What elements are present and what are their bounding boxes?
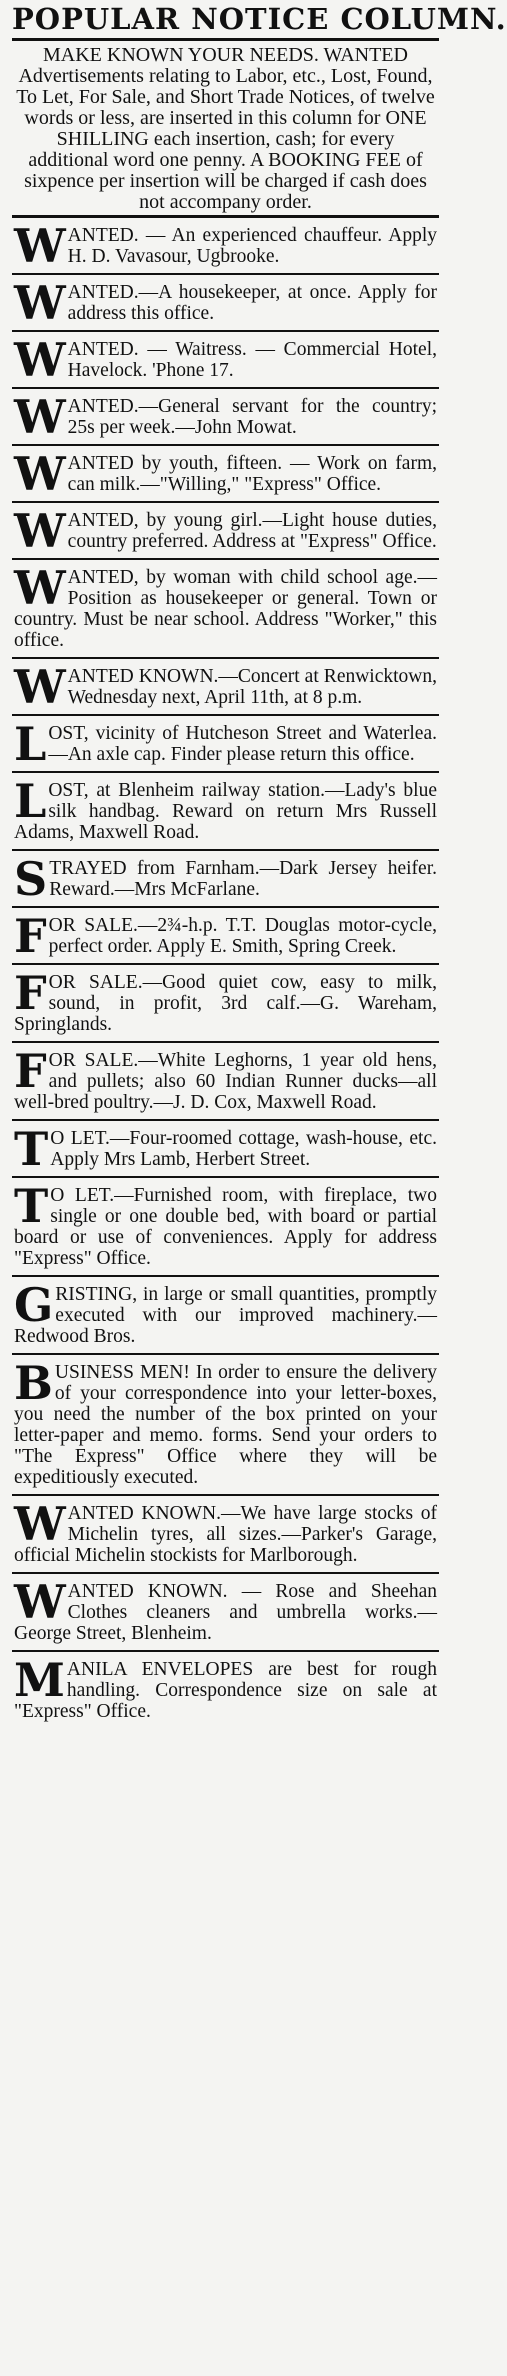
classified-ad <box>12 1575 439 1648</box>
classified-ad <box>12 966 439 1039</box>
ad-drop-initial: B <box>14 1356 53 1410</box>
ad-drop-initial: W <box>14 390 66 444</box>
classified-ad <box>12 1179 439 1273</box>
ad-text: ANTED.—A housekeeper, at once. Apply for address this office. <box>67 282 437 324</box>
ad-drop-initial: W <box>14 219 66 273</box>
divider <box>12 1119 439 1121</box>
classified-ad <box>12 660 439 714</box>
ad-text: ANTED KNOWN. — Rose and Sheehan Clothes cleaners and umbrella works.—George Street, Blenheim. <box>14 1581 437 1644</box>
classified-ad <box>12 561 439 655</box>
divider <box>12 444 439 446</box>
ad-text: TRAYED from Farnham.—Dark Jersey heifer. Reward.—Mrs McFarlane. <box>49 858 437 900</box>
ad-drop-initial: W <box>14 1497 66 1551</box>
divider <box>12 501 439 503</box>
divider <box>12 1176 439 1178</box>
classified-ad <box>12 447 439 501</box>
divider <box>12 1494 439 1496</box>
divider <box>12 771 439 773</box>
divider <box>12 387 439 389</box>
classified-ad <box>12 774 439 847</box>
ads-list <box>12 219 439 1726</box>
ad-drop-initial: W <box>14 660 66 714</box>
classified-ad <box>12 390 439 444</box>
ad-text: ANTED KNOWN.—Concert at Renwicktown, Wednesday next, April 11th, at 8 p.m. <box>67 666 437 708</box>
ad-text: OR SALE.—Good quiet cow, easy to milk, sound, in profit, 3rd calf.—G. Wareham, Springlands. <box>14 972 437 1035</box>
classified-ad <box>12 1356 439 1492</box>
classified-ad <box>12 909 439 963</box>
ad-text: ANTED. — An experienced chauffeur. Apply H. D. Vavasour, Ugbrooke. <box>67 225 437 267</box>
ad-text: ANTED by youth, fifteen. — Work on farm, can milk.—"Willing," "Express" Office. <box>67 453 437 495</box>
ad-text: ANTED KNOWN.—We have large stocks of Michelin tyres, all sizes.—Parker's Garage, official Michelin stockists for Marlborough. <box>14 1503 437 1566</box>
ad-drop-initial: G <box>14 1278 54 1332</box>
ad-text: ANTED, by woman with child school age.—Position as housekeeper or general. Town or country. Must be near school. Address "Worker," this office. <box>14 567 437 651</box>
ad-text: O LET.—Furnished room, with fireplace, two single or one double bed, with board or partial board or use of conveniences. Apply for address "Express" Office. <box>14 1185 437 1269</box>
ad-drop-initial: W <box>14 561 66 615</box>
ad-drop-initial: W <box>14 504 66 558</box>
divider <box>12 714 439 716</box>
ad-text: OR SALE.—2¾-h.p. T.T. Douglas motor-cycle, perfect order. Apply E. Smith, Spring Creek. <box>48 915 437 957</box>
divider <box>12 215 439 218</box>
classified-ad <box>12 1044 439 1117</box>
ad-drop-initial: S <box>14 852 48 906</box>
ad-text: USINESS MEN! In order to ensure the delivery of your correspondence into your letter-boxes, you need the number of the box printed on your letter-paper and memo. forms. Send your orders to "The Express" Office where they will be expeditiously executed. <box>14 1362 437 1488</box>
ad-drop-initial: W <box>14 1575 66 1629</box>
ad-text: OST, vicinity of Hutcheson Street and Waterlea.—An axle cap. Finder please return this office. <box>48 723 437 765</box>
divider <box>12 1572 439 1574</box>
ad-text: O LET.—Four-roomed cottage, wash-house, etc. Apply Mrs Lamb, Herbert Street. <box>50 1128 437 1170</box>
divider <box>12 1353 439 1355</box>
ad-text: OR SALE.—White Leghorns, 1 year old hens, and pullets; also 60 Indian Runner ducks—all well-bred poultry.—J. D. Cox, Maxwell Road. <box>14 1050 437 1113</box>
classified-ad <box>12 1497 439 1570</box>
classified-ad <box>12 1122 439 1176</box>
ad-drop-initial: F <box>14 966 47 1020</box>
classified-ad <box>12 219 439 273</box>
ad-text: ANTED. — Waitress. — Commercial Hotel, Havelock. 'Phone 17. <box>67 339 437 381</box>
notice-column <box>12 0 507 1726</box>
column-title: POPULAR NOTICE COLUMN. <box>12 2 507 36</box>
classified-ad <box>12 276 439 330</box>
ad-drop-initial: M <box>14 1653 65 1707</box>
divider <box>12 1041 439 1043</box>
ad-text: ANTED.—General servant for the country; 25s per week.—John Mowat. <box>67 396 437 438</box>
ad-drop-initial: F <box>14 1044 47 1098</box>
classified-ad <box>12 717 439 771</box>
divider <box>12 906 439 908</box>
ad-text: RISTING, in large or small quantities, promptly executed with our improved machinery.—Redwood Bros. <box>14 1284 437 1347</box>
divider <box>12 1650 439 1652</box>
ad-drop-initial: W <box>14 447 66 501</box>
ad-drop-initial: W <box>14 333 66 387</box>
ad-text: ANTED, by young girl.—Light house duties, country preferred. Address at "Express" Office. <box>67 510 437 552</box>
divider <box>12 558 439 560</box>
classified-ad <box>12 1278 439 1351</box>
divider <box>12 38 439 41</box>
divider <box>12 330 439 332</box>
ad-drop-initial: L <box>14 774 47 828</box>
divider <box>12 849 439 851</box>
ad-drop-initial: W <box>14 276 66 330</box>
classified-ad <box>12 333 439 387</box>
classified-ad <box>12 852 439 906</box>
ad-text: OST, at Blenheim railway station.—Lady's blue silk handbag. Reward on return Mrs Russell Adams, Maxwell Road. <box>14 780 437 843</box>
classified-ad <box>12 504 439 558</box>
ad-drop-initial: F <box>14 909 47 963</box>
divider <box>12 963 439 965</box>
ad-drop-initial: T <box>14 1179 49 1233</box>
ad-drop-initial: L <box>14 717 47 771</box>
ad-drop-initial: T <box>14 1122 49 1176</box>
ad-text: ANILA ENVELOPES are best for rough handling. Correspondence size on sale at "Express" Office. <box>14 1659 437 1722</box>
divider <box>12 657 439 659</box>
classified-ad <box>12 1653 439 1726</box>
divider <box>12 1275 439 1277</box>
column-intro: MAKE KNOWN YOUR NEEDS. WANTED Advertisements relating to Labor, etc., Lost, Found, To Let, For Sale, and Short Trade Notices, of twelve words or less, are inserted in this column for ONE SHILLING each insertion, cash; for every additional word one penny. A BOOKING FEE of sixpence per insertion will be charged if cash does not accompany order. <box>16 44 435 213</box>
divider <box>12 273 439 275</box>
